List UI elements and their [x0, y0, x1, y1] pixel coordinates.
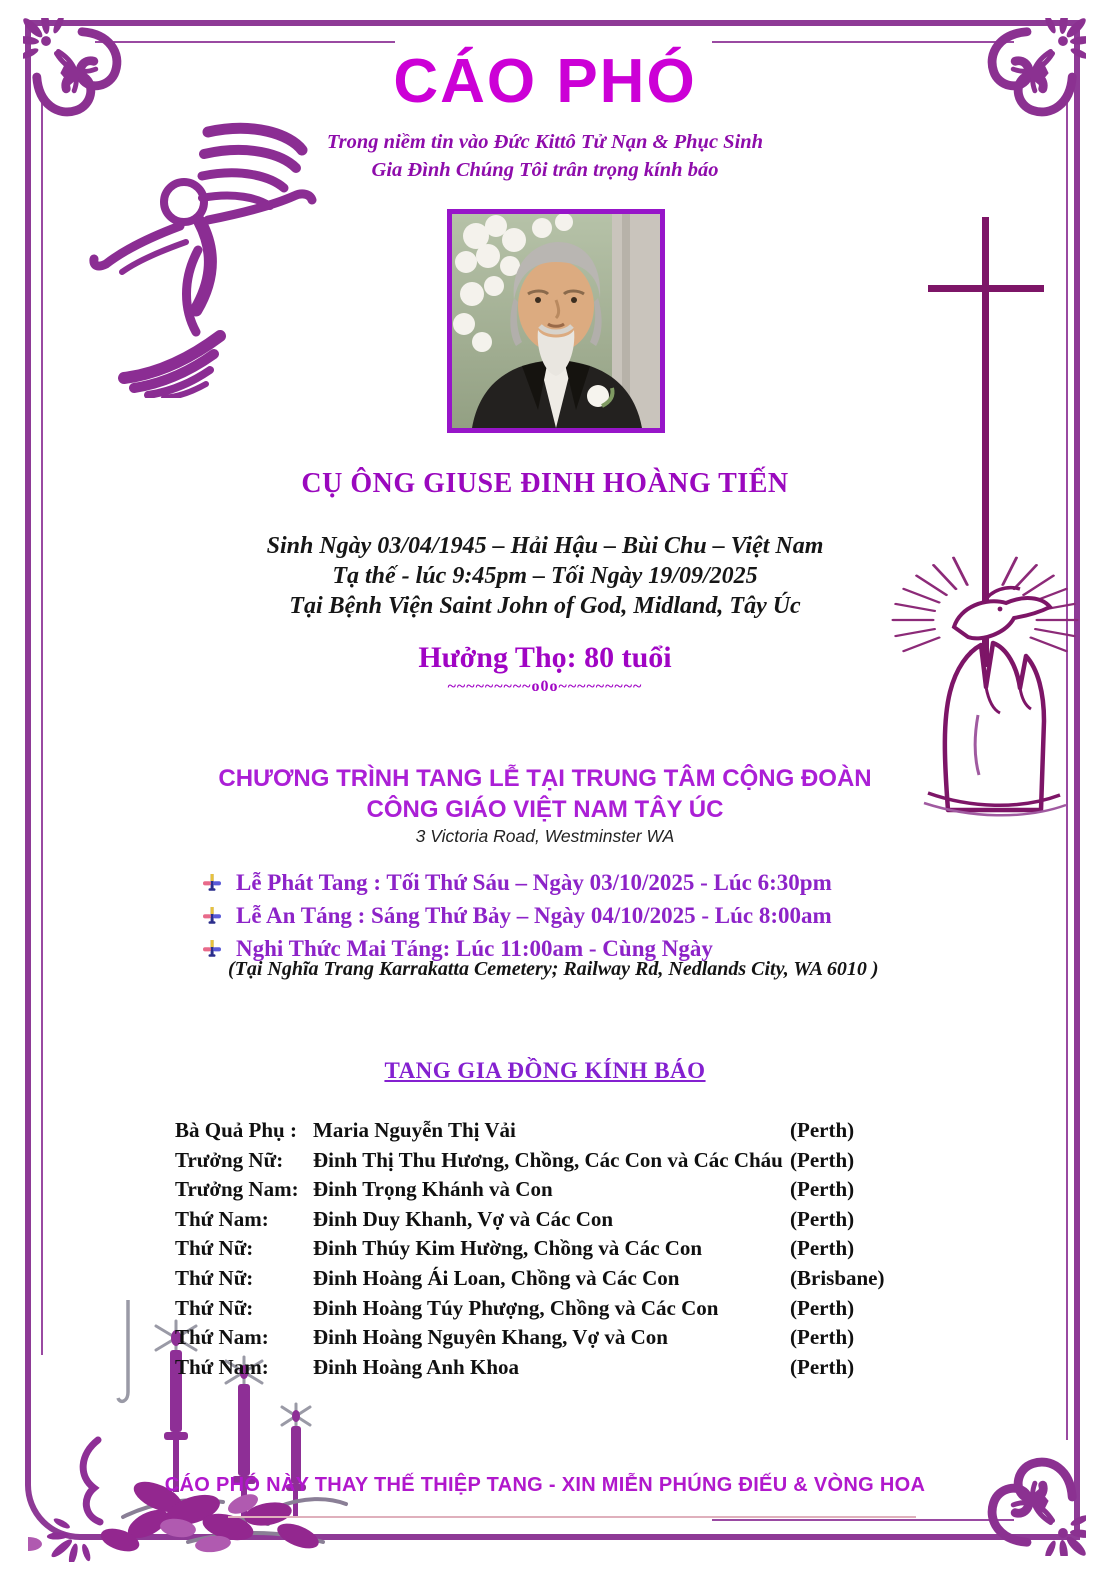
birth-line: Sinh Ngày 03/04/1945 – Hải Hậu – Bùi Chu – Việt Nam — [266, 533, 824, 559]
member-relation: Trưởng Nữ: — [175, 1147, 284, 1172]
cemetery-note: (Tại Nghĩa Trang Karrakatta Cemetery; Railway Rd, Nedlands City, WA 6010 ) — [228, 958, 879, 980]
family-member-list — [175, 1116, 920, 1382]
member-location: (Perth) — [790, 1295, 855, 1320]
member-location: (Brisbane) — [790, 1265, 885, 1290]
member-name: Đinh Hoàng Túy Phượng, Chồng và Các Con — [313, 1295, 719, 1320]
portrait-photo — [447, 209, 665, 433]
family-member-row — [175, 1234, 920, 1264]
subtitle-line-1: Trong niềm tin vào Đức Kittô Tử Nạn & Phục Sinh — [326, 131, 764, 153]
member-name: Đinh Thị Thu Hương, Chồng, Các Con và Các Cháu — [313, 1147, 783, 1172]
member-relation: Thứ Nữ: — [175, 1265, 254, 1290]
deceased-name: CỤ ÔNG GIUSE ĐINH HOÀNG TIẾN — [301, 468, 789, 499]
colored-cross-bullet-icon — [202, 873, 222, 893]
member-location: (Perth) — [790, 1236, 855, 1261]
death-line: Tạ thế - lúc 9:45pm – Tối Ngày 19/09/2025 — [332, 563, 758, 589]
family-member-row — [175, 1294, 920, 1324]
member-name: Maria Nguyễn Thị Vải — [313, 1118, 516, 1142]
member-relation: Thứ Nữ: — [175, 1236, 254, 1261]
family-member-row — [175, 1323, 920, 1353]
member-name: Đinh Hoàng Nguyên Khang, Vợ và Con — [313, 1325, 668, 1350]
tilde-divider: ~~~~~~~~~o0o~~~~~~~~~ — [447, 678, 643, 695]
member-relation: Thứ Nam: — [175, 1325, 269, 1350]
corner-ornament-bottom-right-icon — [968, 1438, 1086, 1556]
member-location: (Perth) — [790, 1325, 855, 1350]
family-member-row — [175, 1146, 920, 1176]
family-member-row — [175, 1175, 920, 1205]
event-row — [202, 899, 922, 932]
footer-notice: CÁO PHÓ NÀY THAY THẾ THIỆP TANG - XIN MIỄN PHÚNG ĐIẾU & VÒNG HOA — [164, 1474, 926, 1496]
family-member-row — [175, 1205, 920, 1235]
member-location: (Perth) — [790, 1147, 855, 1172]
family-member-row — [175, 1353, 920, 1383]
inner-frame-line-left — [41, 95, 43, 1355]
family-member-row — [175, 1264, 920, 1294]
member-relation: Thứ Nam: — [175, 1206, 269, 1231]
member-name: Đinh Duy Khanh, Vợ và Các Con — [313, 1206, 614, 1231]
footer-underline — [228, 1516, 916, 1518]
member-location: (Perth) — [790, 1354, 855, 1379]
deceased-info — [0, 531, 1090, 621]
page-title: CÁO PHÓ — [393, 47, 697, 116]
member-relation: Bà Quả Phụ : — [175, 1118, 297, 1142]
program-heading-line-1: CHƯƠNG TRÌNH TANG LỄ TẠI TRUNG TÂM CỘNG ĐOÀN — [218, 765, 872, 792]
death-place-line: Tại Bệnh Viện Saint John of God, Midland, Tây Úc — [289, 593, 801, 619]
event-text: Nghi Thức Mai Táng: Lúc 11:00am - Cùng Ngày — [236, 935, 713, 961]
age-line: Hưởng Thọ: 80 tuổi — [418, 641, 672, 674]
member-name: Đinh Thúy Kim Hường, Chồng và Các Con — [313, 1236, 703, 1261]
venue-address: 3 Victoria Road, Westminster WA — [415, 826, 675, 846]
program-heading — [0, 763, 1090, 825]
cross-dove-praying-hands-art — [888, 195, 1088, 825]
event-row — [202, 866, 922, 899]
member-relation: Thứ Nữ: — [175, 1295, 254, 1320]
colored-cross-bullet-icon — [202, 906, 222, 926]
family-member-row — [175, 1116, 920, 1146]
subtitle-line-2: Gia Đình Chúng Tôi trân trọng kính báo — [371, 159, 719, 181]
member-relation: Trưởng Nam: — [175, 1177, 299, 1202]
family-section-heading: TANG GIA ĐỒNG KÍNH BÁO — [384, 1058, 706, 1083]
colored-cross-bullet-icon — [202, 939, 222, 959]
member-relation: Thứ Nam: — [175, 1354, 269, 1379]
member-location: (Perth) — [790, 1177, 855, 1202]
member-name: Đinh Hoàng Anh Khoa — [313, 1354, 520, 1379]
member-location: (Perth) — [790, 1206, 855, 1231]
portrait-image — [452, 214, 660, 428]
event-list — [202, 866, 922, 965]
member-name: Đinh Hoàng Ái Loan, Chồng và Các Con — [313, 1265, 680, 1290]
event-text: Lễ An Táng : Sáng Thứ Bảy – Ngày 04/10/2025 - Lúc 8:00am — [236, 902, 832, 928]
member-name: Đinh Trọng Khánh và Con — [313, 1177, 553, 1202]
member-location: (Perth) — [790, 1118, 855, 1142]
faith-subtitle — [0, 128, 1090, 184]
program-heading-line-2: CÔNG GIÁO VIỆT NAM TÂY ÚC — [366, 796, 724, 823]
event-text: Lễ Phát Tang : Tối Thứ Sáu – Ngày 03/10/2025 - Lúc 6:30pm — [236, 869, 832, 895]
